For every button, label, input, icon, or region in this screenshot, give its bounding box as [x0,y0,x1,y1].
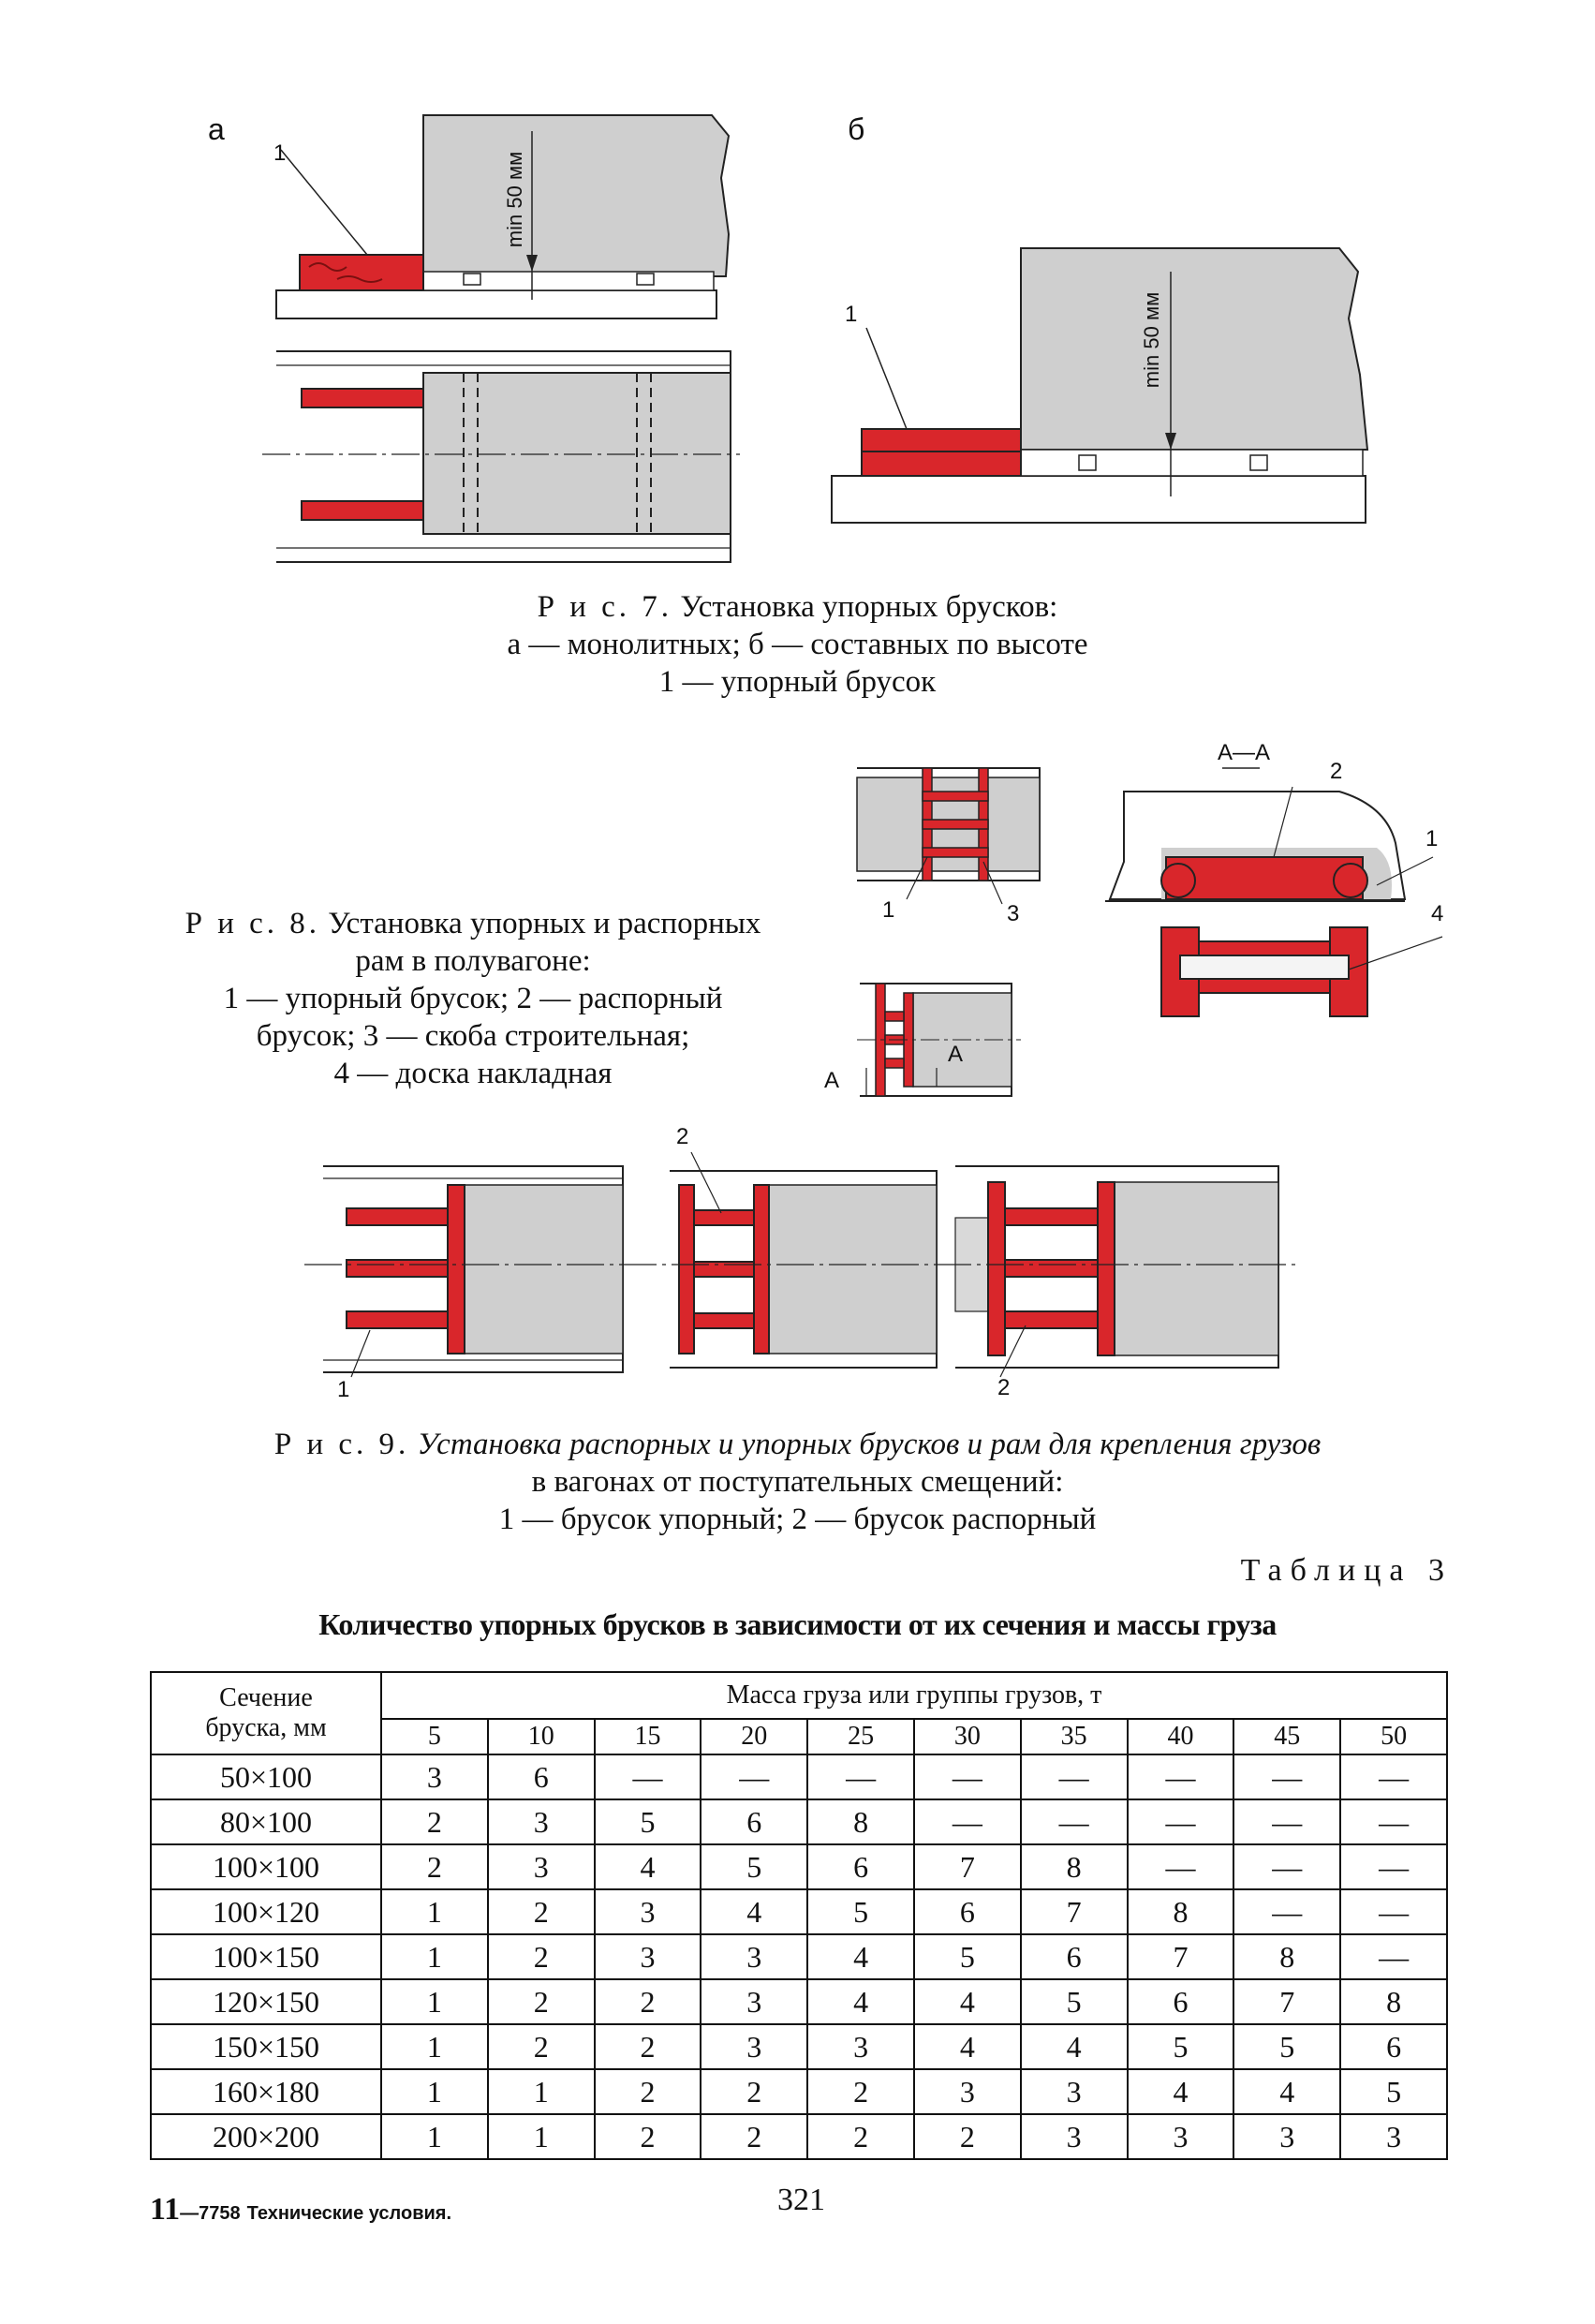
count-cell: 3 [914,2069,1021,2114]
fig9-caption-line3: 1 — брусок упорный; 2 — брусок распорный [498,1502,1097,1536]
count-cell: — [1233,1844,1340,1889]
footer-sheet-number: 11 [150,2192,181,2227]
footer-sheet-code: —7758 [180,2203,241,2224]
fig8-caption-title: Установка упорных и распорных [328,907,761,940]
count-cell: 3 [1021,2069,1128,2114]
count-cell: 2 [914,2114,1021,2159]
count-cell: 1 [381,2024,488,2069]
fig8-callout-4: 4 [1431,901,1444,926]
mass-header-cell: 45 [1233,1719,1340,1754]
count-cell: 5 [1128,2024,1234,2069]
section-cell: 100×100 [151,1844,381,1889]
section-cell: 100×150 [151,1934,381,1979]
page-number: 321 [777,2183,825,2217]
fig8-section-mark-right: А [948,1042,964,1067]
count-cell: 8 [807,1799,914,1844]
count-cell: 1 [381,1979,488,2024]
count-cell: 5 [1233,2024,1340,2069]
table-3 [150,1671,1448,2160]
count-cell: 7 [1021,1889,1128,1934]
count-cell: 3 [701,1979,807,2024]
mass-header-cell: 25 [807,1719,914,1754]
section-cell: 100×120 [151,1889,381,1934]
fig8-caption-line3: 1 — упорный брусок; 2 — распорный [223,982,723,1015]
count-cell: — [1340,1889,1447,1934]
count-cell: 2 [488,1979,595,2024]
count-cell: — [807,1754,914,1799]
fig9-caption-prefix: Р и с. 9. [273,1428,410,1461]
count-cell: 1 [488,2069,595,2114]
count-cell: 5 [1021,1979,1128,2024]
fig7-caption-prefix: Р и с. 7. [537,590,673,624]
count-cell: 2 [701,2114,807,2159]
fig9-caption-title: Установка распорных и упорных брусков и рам для крепления грузов [417,1428,1322,1461]
count-cell: 3 [488,1844,595,1889]
count-cell: 3 [1233,2114,1340,2159]
count-cell: 3 [381,1754,488,1799]
count-cell: — [1340,1799,1447,1844]
count-cell: 2 [488,1889,595,1934]
count-cell: 7 [1233,1979,1340,2024]
table-3-label: Таблица 3 [1240,1553,1453,1588]
mass-header-cell: 5 [381,1719,488,1754]
count-cell: 2 [595,2069,702,2114]
count-cell: 2 [488,2024,595,2069]
col-header-mass: Масса груза или группы грузов, т [381,1672,1447,1719]
fig8-caption-line2: рам в полувагоне: [355,944,591,978]
count-cell: — [1233,1799,1340,1844]
fig7b-callout-1: 1 [845,302,858,327]
count-cell: 8 [1128,1889,1234,1934]
count-cell: 8 [1340,1979,1447,2024]
count-cell: 3 [1340,2114,1447,2159]
count-cell: 1 [381,2114,488,2159]
mass-header-cell: 50 [1340,1719,1447,1754]
footer-signature [150,2192,451,2228]
count-cell: 2 [381,1844,488,1889]
count-cell: 2 [595,2114,702,2159]
fig9-caption [0,1426,1595,1538]
fig9-variant-3 [955,1166,1278,1377]
table-3-heading: Количество упорных брусков в зависимости от их сечения и массы груза [318,1607,1277,1641]
fig9-variant-2 [670,1152,937,1368]
footer-book-title: Технические условия. [246,2203,452,2224]
table-row [151,2114,1447,2159]
count-cell: 4 [701,1889,807,1934]
table-row [151,2024,1447,2069]
count-cell: 8 [1233,1934,1340,1979]
mass-header-cell: 10 [488,1719,595,1754]
count-cell: 3 [595,1934,702,1979]
count-cell: 4 [1128,2069,1234,2114]
count-cell: 4 [807,1934,914,1979]
section-cell: 200×200 [151,2114,381,2159]
count-cell: 4 [1233,2069,1340,2114]
col-header-section-line2: бруска, мм [205,1713,327,1742]
fig9-callout-2b: 2 [997,1375,1011,1400]
count-cell: — [914,1799,1021,1844]
fig7-label-b: б [848,112,865,146]
fig7-label-a: а [208,112,225,146]
count-cell: 6 [701,1799,807,1844]
count-cell: — [1128,1799,1234,1844]
table-row [151,1799,1447,1844]
count-cell: — [1340,1844,1447,1889]
count-cell: 4 [595,1844,702,1889]
count-cell: 6 [488,1754,595,1799]
count-cell: — [1233,1889,1340,1934]
count-cell: 4 [914,2024,1021,2069]
mass-header-cell: 35 [1021,1719,1128,1754]
section-cell: 150×150 [151,2024,381,2069]
count-cell: 5 [701,1844,807,1889]
count-cell: 6 [914,1889,1021,1934]
count-cell: 4 [914,1979,1021,2024]
count-cell: 3 [701,2024,807,2069]
count-cell: — [1021,1799,1128,1844]
count-cell: 6 [807,1844,914,1889]
count-cell: 2 [595,1979,702,2024]
count-cell: — [1021,1754,1128,1799]
table-3-body [151,1754,1447,2159]
mass-header-cell: 20 [701,1719,807,1754]
count-cell: 2 [488,1934,595,1979]
mass-header-cell: 15 [595,1719,702,1754]
fig7b-dimension: min 50 мм [1140,291,1163,389]
mass-header-cell: 40 [1128,1719,1234,1754]
section-cell: 50×100 [151,1754,381,1799]
fig7-caption-title: Установка упорных брусков: [680,590,1058,624]
count-cell: — [914,1754,1021,1799]
fig9-callout-2a: 2 [676,1124,689,1149]
fig8-section-mark-left: А [824,1068,840,1093]
fig7-caption-line3: 1 — упорный брусок [658,665,937,699]
count-cell: 2 [807,2069,914,2114]
fig9-callout-1: 1 [337,1377,350,1402]
fig7-caption-line2: а — монолитных; б — составных по высоте [507,628,1088,661]
count-cell: 3 [807,2024,914,2069]
count-cell: 3 [1128,2114,1234,2159]
count-cell: 5 [595,1799,702,1844]
count-cell: 6 [1340,2024,1447,2069]
count-cell: 1 [488,2114,595,2159]
count-cell: 6 [1128,1979,1234,2024]
fig8-section-label: А—А [1218,740,1271,765]
table-row [151,2069,1447,2114]
fig8-caption-line5: 4 — доска накладная [333,1057,613,1090]
mass-header-cell: 30 [914,1719,1021,1754]
fig8-callout-2: 2 [1330,759,1343,784]
col-header-section [151,1672,381,1754]
count-cell: 3 [1021,2114,1128,2159]
table-row [151,1844,1447,1889]
count-cell: — [701,1754,807,1799]
fig7a-dimension: min 50 мм [503,151,526,248]
count-cell: 3 [701,1934,807,1979]
count-cell: 7 [914,1844,1021,1889]
count-cell: 8 [1021,1844,1128,1889]
count-cell: — [1128,1754,1234,1799]
col-header-section-line1: Сечение [219,1683,313,1712]
section-cell: 80×100 [151,1799,381,1844]
fig8-callout-1: 1 [1425,826,1439,851]
count-cell: 3 [488,1799,595,1844]
table-row [151,1979,1447,2024]
fig8-caption-prefix: Р и с. 8. [185,907,321,940]
count-cell: — [1233,1754,1340,1799]
count-cell: 4 [807,1979,914,2024]
fig9-variant-1 [323,1166,623,1377]
count-cell: — [1340,1934,1447,1979]
count-cell: — [1340,1754,1447,1799]
section-cell: 120×150 [151,1979,381,2024]
count-cell: 6 [1021,1934,1128,1979]
section-cell: 160×180 [151,2069,381,2114]
count-cell: 2 [807,2114,914,2159]
table-row [151,1889,1447,1934]
table-row [151,1754,1447,1799]
count-cell: 1 [381,1889,488,1934]
count-cell: 5 [914,1934,1021,1979]
count-cell: 2 [381,1799,488,1844]
count-cell: 5 [1340,2069,1447,2114]
fig7a-callout-1: 1 [273,141,287,166]
fig8-plan-callout-1: 1 [882,897,895,923]
count-cell: 2 [701,2069,807,2114]
fig8-caption-line4: брусок; 3 — скоба строительная; [256,1019,690,1053]
count-cell: 3 [595,1889,702,1934]
count-cell: 4 [1021,2024,1128,2069]
count-cell: — [1128,1844,1234,1889]
count-cell: 5 [807,1889,914,1934]
count-cell: 1 [381,2069,488,2114]
fig9-caption-line2: в вагонах от поступательных смещений: [531,1465,1064,1499]
fig8-plan-callout-3: 3 [1007,901,1020,926]
count-cell: 7 [1128,1934,1234,1979]
count-cell: 1 [381,1934,488,1979]
count-cell: — [595,1754,702,1799]
table-row [151,1934,1447,1979]
count-cell: 2 [595,2024,702,2069]
